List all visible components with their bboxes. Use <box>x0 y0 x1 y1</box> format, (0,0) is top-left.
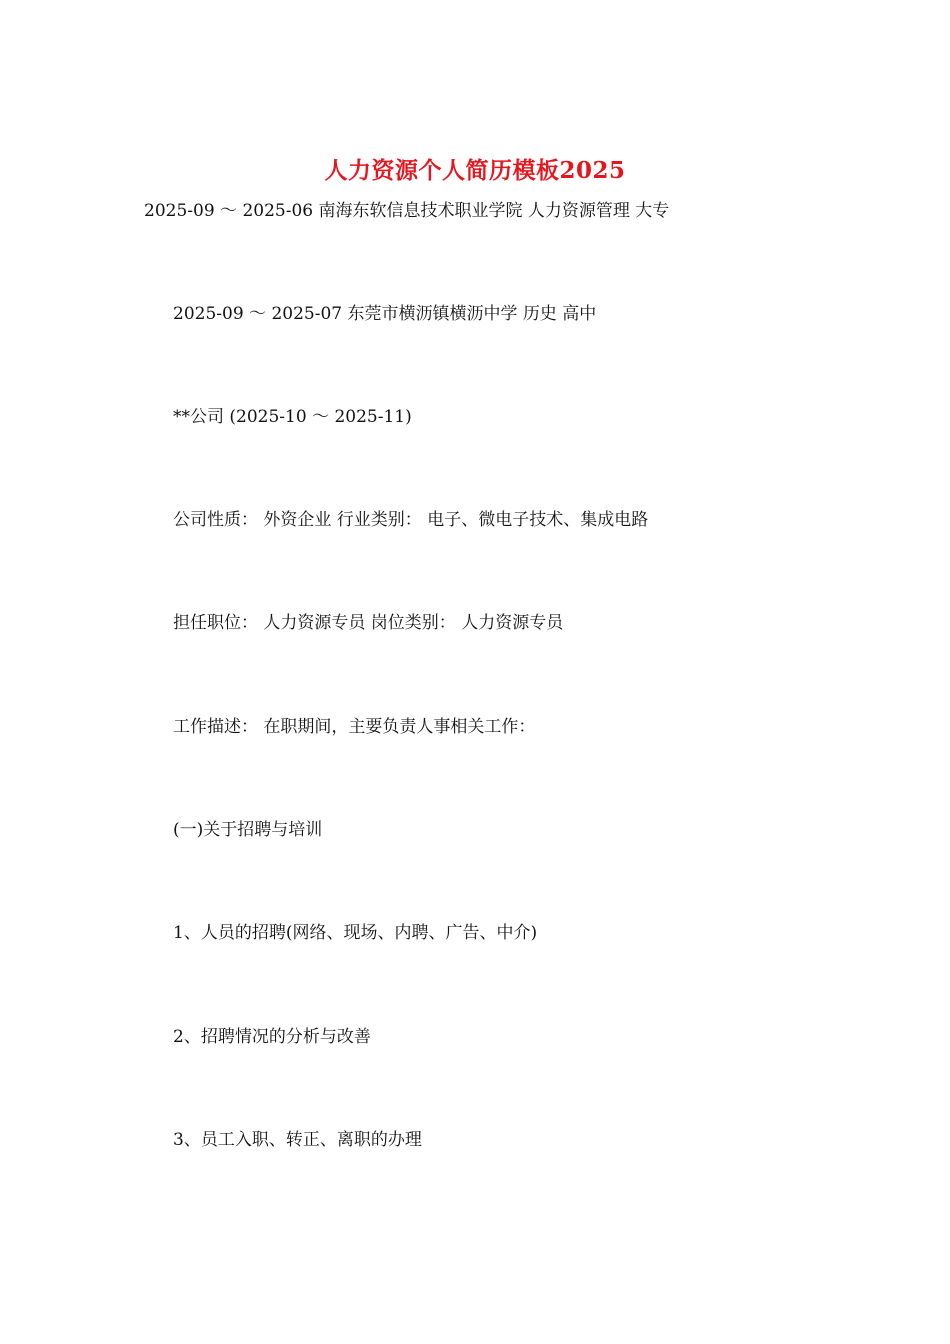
job-description-line: 工作描述： 在职期间，主要负责人事相关工作： <box>173 717 536 737</box>
company-period-line: **公司 (2025-10 ～ 2025-11) <box>173 407 412 427</box>
position-line: 担任职位： 人力资源专员 岗位类别： 人力资源专员 <box>173 613 564 633</box>
section-heading-recruitment: (一)关于招聘与培训 <box>173 820 323 840</box>
education-line-college: 2025-09 ～ 2025-06 南海东软信息技术职业学院 人力资源管理 大专 <box>144 201 670 221</box>
company-nature-line: 公司性质： 外资企业 行业类别： 电子、微电子技术、集成电路 <box>173 510 649 530</box>
list-item-2: 2、招聘情况的分析与改善 <box>173 1027 371 1047</box>
document-title: 人力资源个人简历模板2025 <box>324 157 626 184</box>
education-line-highschool: 2025-09 ～ 2025-07 东莞市横沥镇横沥中学 历史 高中 <box>173 304 597 324</box>
list-item-1: 1、人员的招聘(网络、现场、内聘、广告、中介) <box>173 923 538 943</box>
list-item-3: 3、员工入职、转正、离职的办理 <box>173 1130 422 1150</box>
